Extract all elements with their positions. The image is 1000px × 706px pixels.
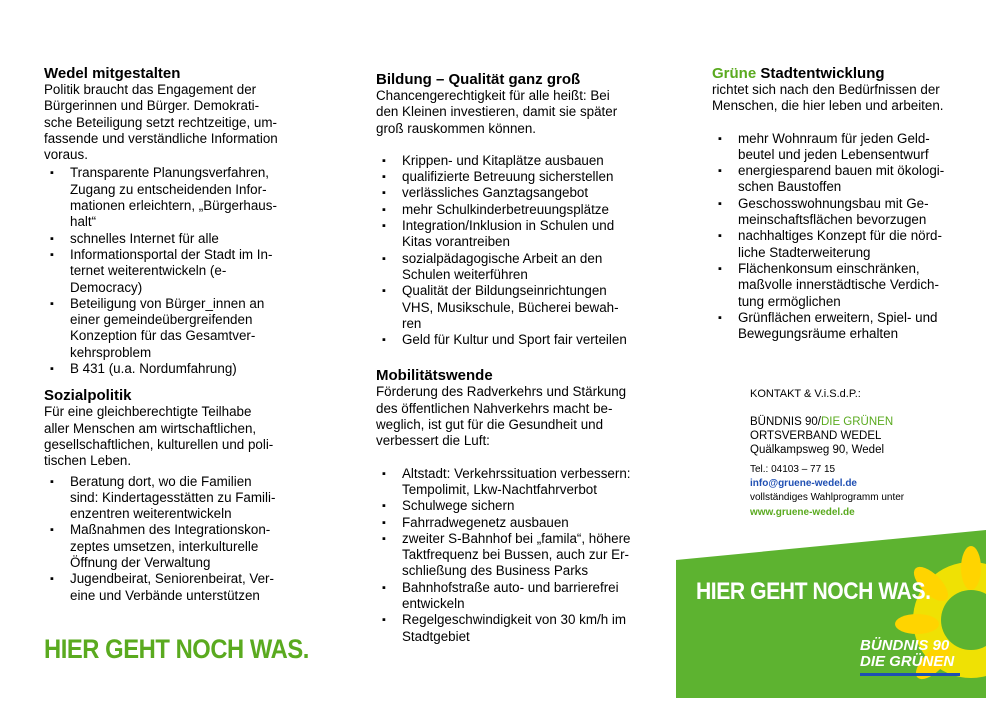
list-item (44, 296, 294, 361)
list-line: qualifizierte Betreuung sicherstellen (402, 169, 614, 185)
list-item (44, 474, 294, 523)
list-item (44, 165, 294, 230)
section-title-bildung: Bildung – Qualität ganz groß (376, 71, 581, 88)
list-line: Fahrradwegenetz ausbauen (402, 514, 569, 530)
list-line: schnelles Internet für alle (70, 230, 219, 246)
logo-line-1: BÜNDNIS 90 (860, 637, 950, 654)
program-note: vollständiges Wahlprogramm unter (750, 492, 905, 503)
party-name-a: BÜNDNIS 90/ (750, 416, 821, 428)
list-line: kehrsproblem (70, 344, 152, 360)
list-item (44, 571, 294, 604)
list-line: ternet weiterentwickeln (e- (70, 263, 227, 279)
list-line: meinschaftsflächen bevorzugen (738, 212, 927, 228)
intro-line: Für eine gleichberechtigte Teilhabe (44, 404, 252, 420)
contact-block (750, 387, 904, 521)
list-item (376, 185, 648, 201)
list-item (712, 196, 974, 229)
list-line: Tempolimit, Lkw-Nachtfahrverbot (402, 481, 597, 497)
list-item (712, 163, 974, 196)
section-intro (44, 82, 294, 163)
list-item (376, 332, 648, 348)
list-line: Geschosswohnungsbau mit Ge- (738, 195, 929, 211)
list-line: Flächenkonsum einschränken, (738, 260, 920, 276)
party-logo (860, 638, 960, 676)
intro-line: den Kleinen investieren, damit sie später (376, 104, 618, 120)
list-item (376, 515, 648, 531)
intro-line: richtet sich nach den Bedürfnissen der (712, 82, 940, 97)
list-line: liche Stadterweiterung (738, 244, 871, 260)
banner-slogan: HIER GEHT NOCH WAS. (696, 578, 931, 605)
list-line: Maßnahmen des Integrationskon- (70, 522, 271, 538)
section-title-mobilitaetswende: Mobilitätswende (376, 367, 493, 385)
section-title-wedel-mitgestalten: Wedel mitgestalten (44, 65, 181, 82)
list-item (712, 310, 974, 343)
list-item (44, 361, 294, 377)
list-line: schließung des Business Parks (402, 563, 589, 579)
contact-heading: KONTAKT & V.i.S.d.P.: (750, 388, 861, 400)
section-title-stadtentwicklung (712, 65, 974, 82)
logo-underline (860, 673, 960, 676)
list-line: Schulen weiterführen (402, 266, 528, 282)
list-item (376, 283, 648, 332)
party-name (750, 415, 904, 429)
list-line: Taktfrequenz bei Bussen, auch zur Er- (402, 547, 630, 563)
website-row (750, 504, 904, 521)
list-item (712, 228, 974, 261)
section-intro (44, 404, 294, 469)
list-line: Zugang zu entscheidenden Infor- (70, 181, 267, 197)
list-item (376, 580, 648, 613)
email-row (750, 476, 904, 491)
phone-number: Tel.: 04103 – 77 15 (750, 464, 836, 475)
list-line: halt“ (70, 214, 97, 230)
intro-line: Menschen, die hier leben und arbeiten. (712, 98, 944, 114)
list-line: zweiter S-Bahnhof bei „famila“, höhere (402, 530, 631, 546)
list-item (376, 202, 648, 218)
list-line: Transparente Planungsverfahren, (70, 165, 269, 181)
bullet-list (376, 153, 648, 349)
list-line: Beratung dort, wo die Familien (70, 473, 252, 489)
list-line: Krippen- und Kitaplätze ausbauen (402, 152, 604, 168)
list-line: Democracy) (70, 279, 143, 295)
intro-line: tischen Leben. (44, 453, 132, 469)
list-line: mationen erleichtern, „Bürgerhaus- (70, 198, 277, 214)
column-left (44, 0, 294, 604)
intro-line: gesellschaftlichen, kulturellen und poli- (44, 436, 274, 452)
list-item (44, 247, 294, 296)
list-line: Stadtgebiet (402, 628, 470, 644)
list-line: Kitas vorantreiben (402, 234, 510, 250)
list-line: Regelgeschwindigkeit von 30 km/h im (402, 612, 627, 628)
list-line: ren (402, 315, 422, 331)
list-line: einer gemeindeübergreifenden (70, 312, 253, 328)
list-line: schen Baustoffen (738, 179, 842, 195)
section-intro (376, 88, 648, 137)
list-line: VHS, Musikschule, Bücherei bewah- (402, 299, 619, 315)
intro-line: verbessert die Luft: (376, 433, 490, 449)
intro-line: des öffentlichen Nahverkehrs macht be- (376, 400, 613, 416)
logo-line-2: DIE GRÜNEN (860, 653, 955, 670)
list-line: tung ermöglichen (738, 293, 841, 309)
list-line: Bewegungsräume erhalten (738, 326, 899, 342)
intro-line: fassende und verständliche Information (44, 130, 278, 146)
list-line: beutel und jeden Lebensentwurf (738, 146, 929, 162)
list-item (376, 612, 648, 645)
bullet-list (44, 474, 294, 604)
bullet-list (44, 165, 294, 377)
green-banner (676, 530, 986, 698)
section-intro (376, 384, 648, 449)
title-green-word: Grüne (712, 65, 757, 82)
list-line: Informationsportal der Stadt im In- (70, 246, 273, 262)
list-line: Jugendbeirat, Seniorenbeirat, Ver- (70, 571, 274, 587)
list-item (376, 466, 648, 499)
list-line: eine und Verbände unterstützen (70, 587, 260, 603)
list-item (712, 131, 974, 164)
list-line: entwickeln (402, 596, 465, 612)
list-line: sozialpädagogische Arbeit an den (402, 250, 603, 266)
list-line: Qualität der Bildungseinrichtungen (402, 283, 607, 299)
column-right (712, 0, 974, 342)
street-address: Quälkampsweg 90, Wedel (750, 444, 885, 456)
list-line: nachhaltiges Konzept für die nörd- (738, 228, 942, 244)
list-line: energiesparend bauen mit ökologi- (738, 163, 945, 179)
section-intro (712, 82, 974, 115)
list-line: Bahnhofstraße auto- und barrierefrei (402, 579, 619, 595)
slogan-left: HIER GEHT NOCH WAS. (44, 634, 309, 664)
list-item (376, 218, 648, 251)
column-middle (376, 0, 648, 645)
intro-line: voraus. (44, 147, 88, 163)
bullet-list (376, 466, 648, 645)
list-line: verlässliches Ganztagsangebot (402, 185, 589, 201)
org-name: ORTSVERBAND WEDEL (750, 430, 882, 442)
list-line: zeptes umsetzen, interkulturelle (70, 538, 259, 554)
list-item (376, 498, 648, 514)
list-line: B 431 (u.a. Nordumfahrung) (70, 361, 237, 377)
list-line: Beteiligung von Bürger_innen an (70, 295, 265, 311)
section-title-sozialpolitik: Sozialpolitik (44, 387, 132, 405)
list-line: Konzeption für das Gesamtver- (70, 328, 256, 344)
list-item (44, 231, 294, 247)
list-line: Grünflächen erweitern, Spiel- und (738, 309, 938, 325)
list-line: Integration/Inklusion in Schulen und (402, 218, 615, 234)
list-line: Schulwege sichern (402, 498, 515, 514)
list-line: Öffnung der Verwaltung (70, 555, 211, 571)
list-line: mehr Wohnraum für jeden Geld- (738, 130, 930, 146)
email-link[interactable]: info@gruene-wedel.de (750, 478, 857, 489)
list-line: maßvolle innerstädtische Verdich- (738, 277, 939, 293)
intro-line: weglich, ist gut für die Gesundheit und (376, 417, 604, 433)
intro-line: sche Beteiligung setzt rechtzeitige, um- (44, 114, 277, 130)
list-item (376, 169, 648, 185)
intro-line: Förderung des Radverkehrs und Stärkung (376, 384, 627, 400)
list-line: enzentren weiterentwickeln (70, 506, 232, 522)
title-rest: Stadtentwicklung (760, 65, 885, 82)
intro-line: Politik braucht das Engagement der (44, 82, 257, 97)
list-item (376, 153, 648, 169)
list-item (376, 531, 648, 580)
bullet-list (712, 131, 974, 343)
list-line: sind: Kindertagesstätten zu Famili- (70, 489, 276, 505)
list-item (712, 261, 974, 310)
list-item (44, 522, 294, 571)
intro-line: aller Menschen am wirtschaftlichen, (44, 420, 257, 436)
intro-line: groß rauskommen können. (376, 120, 537, 136)
intro-line: Chancengerechtigkeit für alle heißt: Bei (376, 88, 610, 103)
list-line: Geld für Kultur und Sport fair verteilen (402, 332, 627, 348)
intro-line: Bürgerinnen und Bürger. Demokrati- (44, 98, 260, 114)
list-item (376, 251, 648, 284)
list-line: mehr Schulkinderbetreuungsplätze (402, 201, 609, 217)
website-link[interactable]: www.gruene-wedel.de (750, 507, 855, 518)
list-line: Altstadt: Verkehrssituation verbessern: (402, 465, 631, 481)
party-name-b: DIE GRÜNEN (820, 416, 894, 428)
